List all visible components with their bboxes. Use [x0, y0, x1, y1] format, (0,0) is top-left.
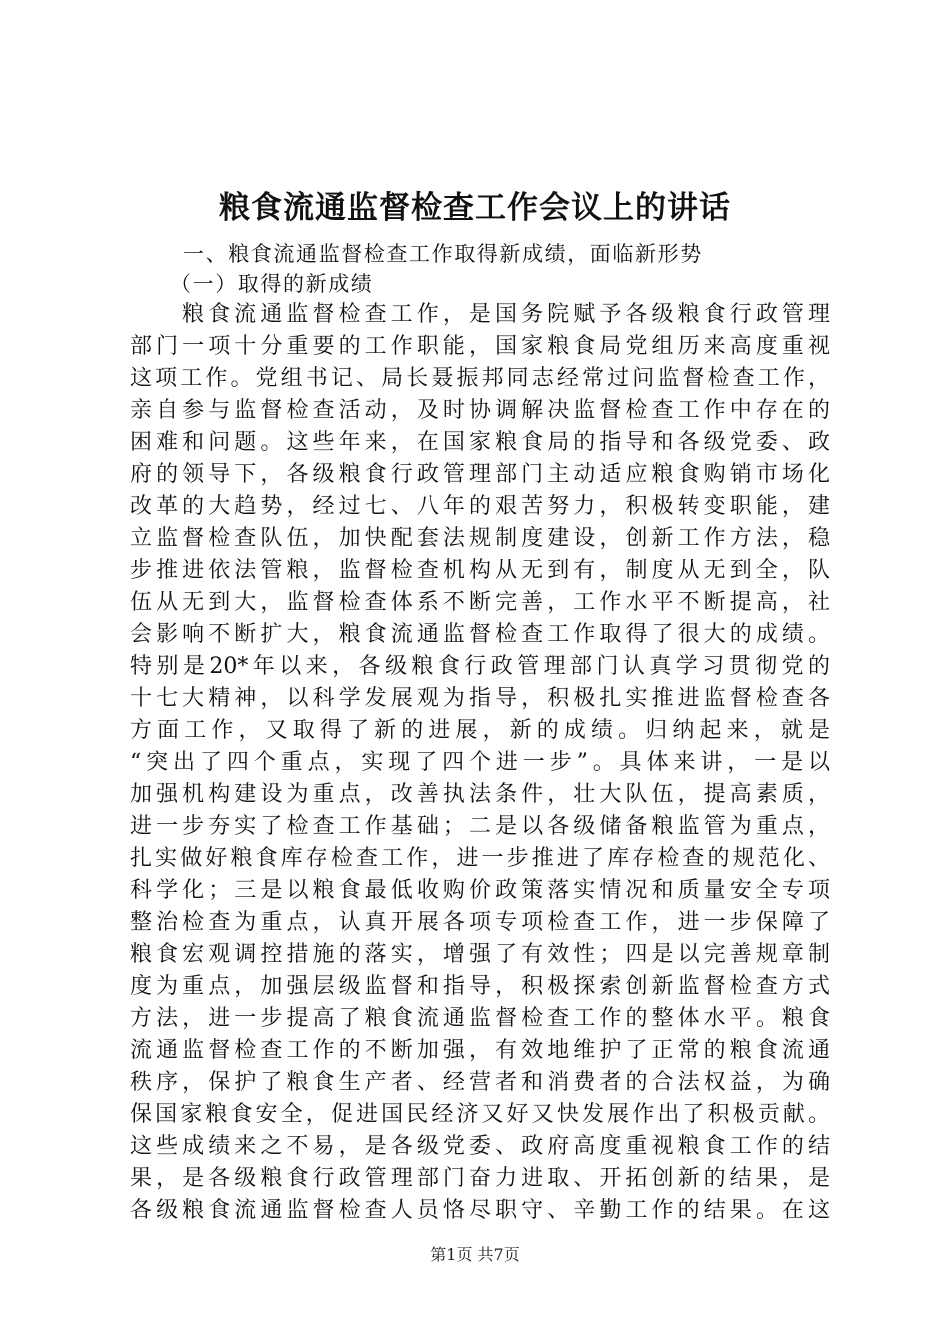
body-line: 亲自参与监督检查活动，及时协调解决监督检查工作中存在的: [130, 398, 830, 423]
page-indicator: 第1页 共7页: [430, 1245, 520, 1264]
document-title: 粮食流通监督检查工作会议上的讲话: [219, 190, 731, 226]
body-line: 这些成绩来之不易，是各级党委、政府高度重视粮食工作的结: [130, 1134, 830, 1159]
body-line: 粮食宏观调控措施的落实，增强了有效性；四是以完善规章制: [130, 942, 830, 967]
body-line: 各级粮食流通监督检查人员恪尽职守、辛勤工作的结果。在这: [130, 1198, 830, 1223]
subsection-heading: （一）取得的新成绩: [170, 272, 374, 296]
body-line: 改革的大趋势，经过七、八年的艰苦努力，积极转变职能，建: [130, 494, 830, 519]
body-line: 整治检查为重点，认真开展各项专项检查工作，进一步保障了: [130, 910, 830, 935]
body-line: 立监督检查队伍，加快配套法规制度建设，创新工作方法，稳: [130, 526, 830, 551]
body-line: 困难和问题。这些年来，在国家粮食局的指导和各级党委、政: [130, 430, 830, 455]
body-line: 保国家粮食安全，促进国民经济又好又快发展作出了积极贡献。: [130, 1102, 830, 1127]
body-line: 粮食流通监督检查工作，是国务院赋予各级粮食行政管理: [182, 302, 830, 327]
body-line: 十七大精神，以科学发展观为指导，积极扎实推进监督检查各: [130, 686, 830, 711]
body-line: 果，是各级粮食行政管理部门奋力进取、开拓创新的结果，是: [130, 1166, 830, 1191]
body-line: 秩序，保护了粮食生产者、经营者和消费者的合法权益，为确: [130, 1070, 830, 1095]
body-line: 扎实做好粮食库存检查工作，进一步推进了库存检查的规范化、: [130, 846, 830, 871]
body-line: 流通监督检查工作的不断加强，有效地维护了正常的粮食流通: [130, 1038, 830, 1063]
body-line: 方法，进一步提高了粮食流通监督检查工作的整体水平。粮食: [130, 1006, 830, 1031]
body-line: 度为重点，加强层级监督和指导，积极探索创新监督检查方式: [130, 974, 830, 999]
section-heading: 一、粮食流通监督检查工作取得新成绩，面临新形势: [183, 242, 703, 266]
body-line: 科学化；三是以粮食最低收购价政策落实情况和质量安全专项: [130, 878, 830, 903]
body-line: 这项工作。党组书记、局长聂振邦同志经常过问监督检查工作，: [130, 366, 830, 391]
body-line: 特别是20*年以来，各级粮食行政管理部门认真学习贯彻党的: [130, 654, 830, 679]
body-line: 步推进依法管粮，监督检查机构从无到有，制度从无到全，队: [130, 558, 830, 583]
body-paragraph: [130, 299, 830, 1227]
body-line: 伍从无到大，监督检查体系不断完善，工作水平不断提高，社: [130, 590, 830, 615]
body-line: 方面工作，又取得了新的进展，新的成绩。归纳起来，就是: [130, 718, 830, 743]
body-line: 加强机构建设为重点，改善执法条件，壮大队伍，提高素质，: [130, 782, 830, 807]
body-line: 会影响不断扩大，粮食流通监督检查工作取得了很大的成绩。: [130, 622, 830, 647]
body-line: “突出了四个重点，实现了四个进一步”。具体来讲，一是以: [130, 750, 830, 775]
body-line: 部门一项十分重要的工作职能，国家粮食局党组历来高度重视: [130, 334, 830, 359]
body-line: 进一步夯实了检查工作基础；二是以各级储备粮监管为重点，: [130, 814, 830, 839]
body-line: 府的领导下，各级粮食行政管理部门主动适应粮食购销市场化: [130, 462, 830, 487]
